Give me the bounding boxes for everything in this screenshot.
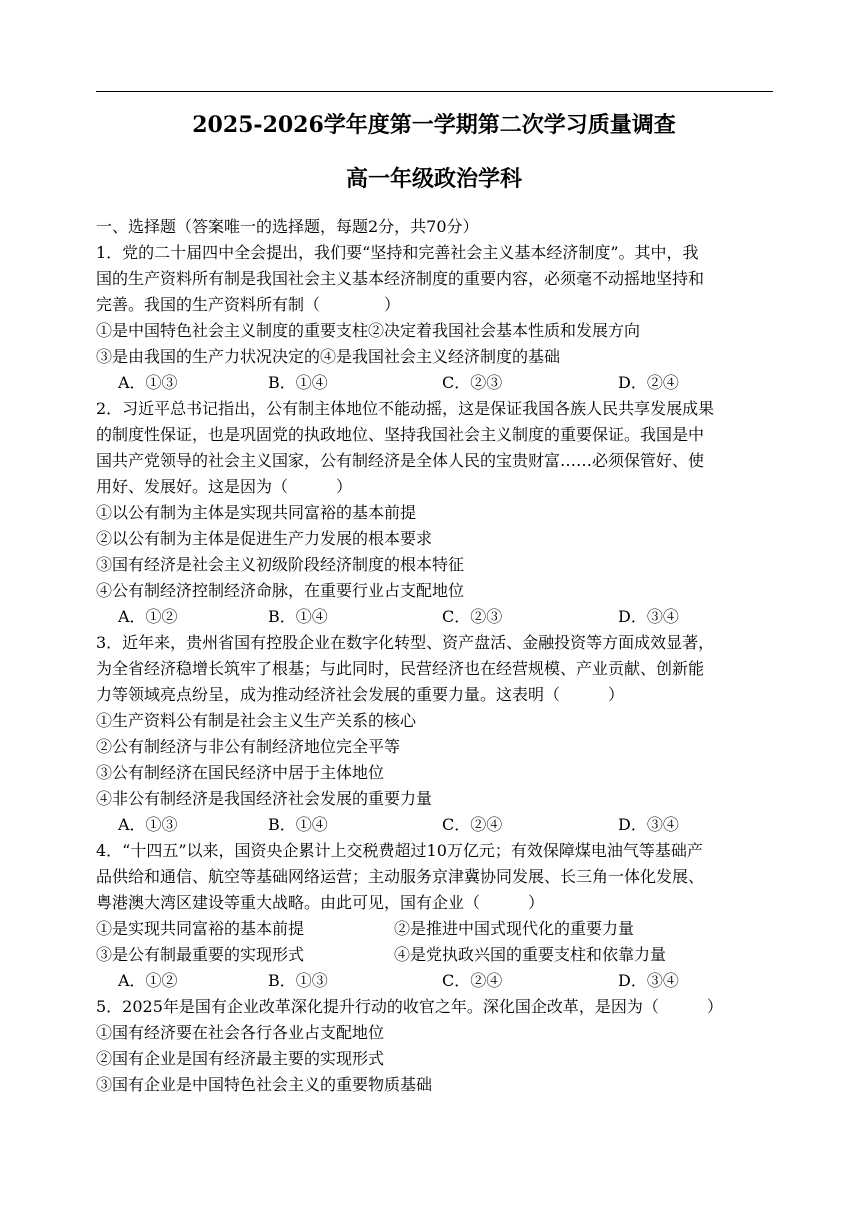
statement-item: ③国有企业是中国特色社会主义的重要物质基础 — [96, 1075, 433, 1094]
question-1 — [96, 240, 776, 396]
statement-item: ①是实现共同富裕的基本前提 — [96, 919, 305, 938]
option-b: B．①④ — [268, 815, 328, 834]
question-text-line: 品供给和通信、航空等基础网络运营；主动服务京津冀协同发展、长三角一体化发展、 — [96, 867, 705, 886]
statement-item: ④非公有制经济是我国经济社会发展的重要力量 — [96, 789, 433, 808]
question-text-line: 为全省经济稳增长筑牢了根基；与此同时，民营经济也在经营规模、产业贡献、创新能 — [96, 659, 705, 678]
statement-item: ②国有企业是国有经济最主要的实现形式 — [96, 1049, 385, 1068]
question-text-line: 2．习近平总书记指出，公有制主体地位不能动摇，这是保证我国各族人民共享发展成果 — [96, 399, 715, 418]
question-text-line: 粤港澳大湾区建设等重大战略。由此可见，国有企业（ ） — [96, 893, 545, 912]
question-text-line: 的制度性保证，也是巩固党的执政地位、坚持我国社会主义制度的重要保证。我国是中 — [96, 425, 705, 444]
question-text-line: 国共产党领导的社会主义国家，公有制经济是全体人民的宝贵财富……必须保管好、使 — [96, 451, 705, 470]
statement-pair — [96, 916, 776, 942]
option-d: D．③④ — [618, 971, 679, 990]
statement-pair — [96, 942, 776, 968]
question-text-line: 5．2025年是国有企业改革深化提升行动的收官之年。深化国企改革，是因为（ ） — [96, 997, 723, 1016]
question-text-line: 国的生产资料所有制是我国社会主义基本经济制度的重要内容，必须毫不动摇地坚持和 — [96, 269, 705, 288]
statement-item: ④是党执政兴国的重要支柱和依靠力量 — [394, 945, 667, 964]
answer-options — [96, 604, 776, 630]
option-d: D．③④ — [618, 607, 679, 626]
statement-item: ③公有制经济在国民经济中居于主体地位 — [96, 763, 385, 782]
statement-item: ③是公有制最重要的实现形式 — [96, 945, 305, 964]
statement-item: ①生产资料公有制是社会主义生产关系的核心 — [96, 711, 417, 730]
statement-item: ①是中国特色社会主义制度的重要支柱②决定着我国社会基本性质和发展方向 — [96, 321, 641, 340]
option-a: A．①② — [118, 607, 178, 626]
question-text-line: 1．党的二十届四中全会提出，我们要“坚持和完善社会主义基本经济制度”。其中，我 — [96, 243, 699, 262]
option-b: B．①③ — [268, 971, 328, 990]
answer-options — [96, 370, 776, 396]
exam-subtitle: 高一年级政治学科 — [345, 166, 522, 192]
question-text-line: 完善。我国的生产资料所有制（ ） — [96, 295, 401, 314]
question-5 — [96, 994, 776, 1098]
option-b: B．①④ — [268, 607, 328, 626]
statement-item: ②是推进中国式现代化的重要力量 — [394, 919, 635, 938]
option-a: A．①③ — [118, 373, 178, 392]
statement-item: ②公有制经济与非公有制经济地位完全平等 — [96, 737, 401, 756]
top-rule — [96, 91, 773, 92]
statement-item: ③国有经济是社会主义初级阶段经济制度的根本特征 — [96, 555, 465, 574]
question-text-line: 力等领域亮点纷呈，成为推动经济社会发展的重要力量。这表明（ ） — [96, 685, 625, 704]
answer-options — [96, 812, 776, 838]
question-text-line: 3．近年来，贵州省国有控股企业在数字化转型、资产盘活、金融投资等方面成效显著， — [96, 633, 715, 652]
option-b: B．①④ — [268, 373, 328, 392]
option-d: D．③④ — [618, 815, 679, 834]
question-text-line: 4．“十四五”以来，国资央企累计上交税费超过10万亿元；有效保障煤电油气等基础产 — [96, 841, 703, 860]
question-4 — [96, 838, 776, 994]
statement-item: ①国有经济要在社会各行各业占支配地位 — [96, 1023, 385, 1042]
question-text-line: 用好、发展好。这是因为（ ） — [96, 477, 353, 496]
statement-item: ③是由我国的生产力状况决定的④是我国社会主义经济制度的基础 — [96, 347, 561, 366]
option-d: D．②④ — [618, 373, 679, 392]
statement-item: ①以公有制为主体是实现共同富裕的基本前提 — [96, 503, 417, 522]
option-c: C．②④ — [442, 971, 503, 990]
exam-content — [96, 214, 776, 1098]
statement-item: ②以公有制为主体是促进生产力发展的根本要求 — [96, 529, 433, 548]
question-2 — [96, 396, 776, 630]
section-heading: 一、选择题（答案唯一的选择题，每题2分，共70分） — [96, 217, 479, 236]
question-3 — [96, 630, 776, 838]
option-a: A．①③ — [118, 815, 178, 834]
option-c: C．②③ — [442, 607, 503, 626]
answer-options — [96, 968, 776, 994]
statement-item: ④公有制经济控制经济命脉，在重要行业占支配地位 — [96, 581, 465, 600]
option-c: C．②③ — [442, 373, 503, 392]
exam-title: 2025-2026学年度第一学期第二次学习质量调查 — [192, 112, 676, 138]
option-a: A．①② — [118, 971, 178, 990]
option-c: C．②④ — [442, 815, 503, 834]
